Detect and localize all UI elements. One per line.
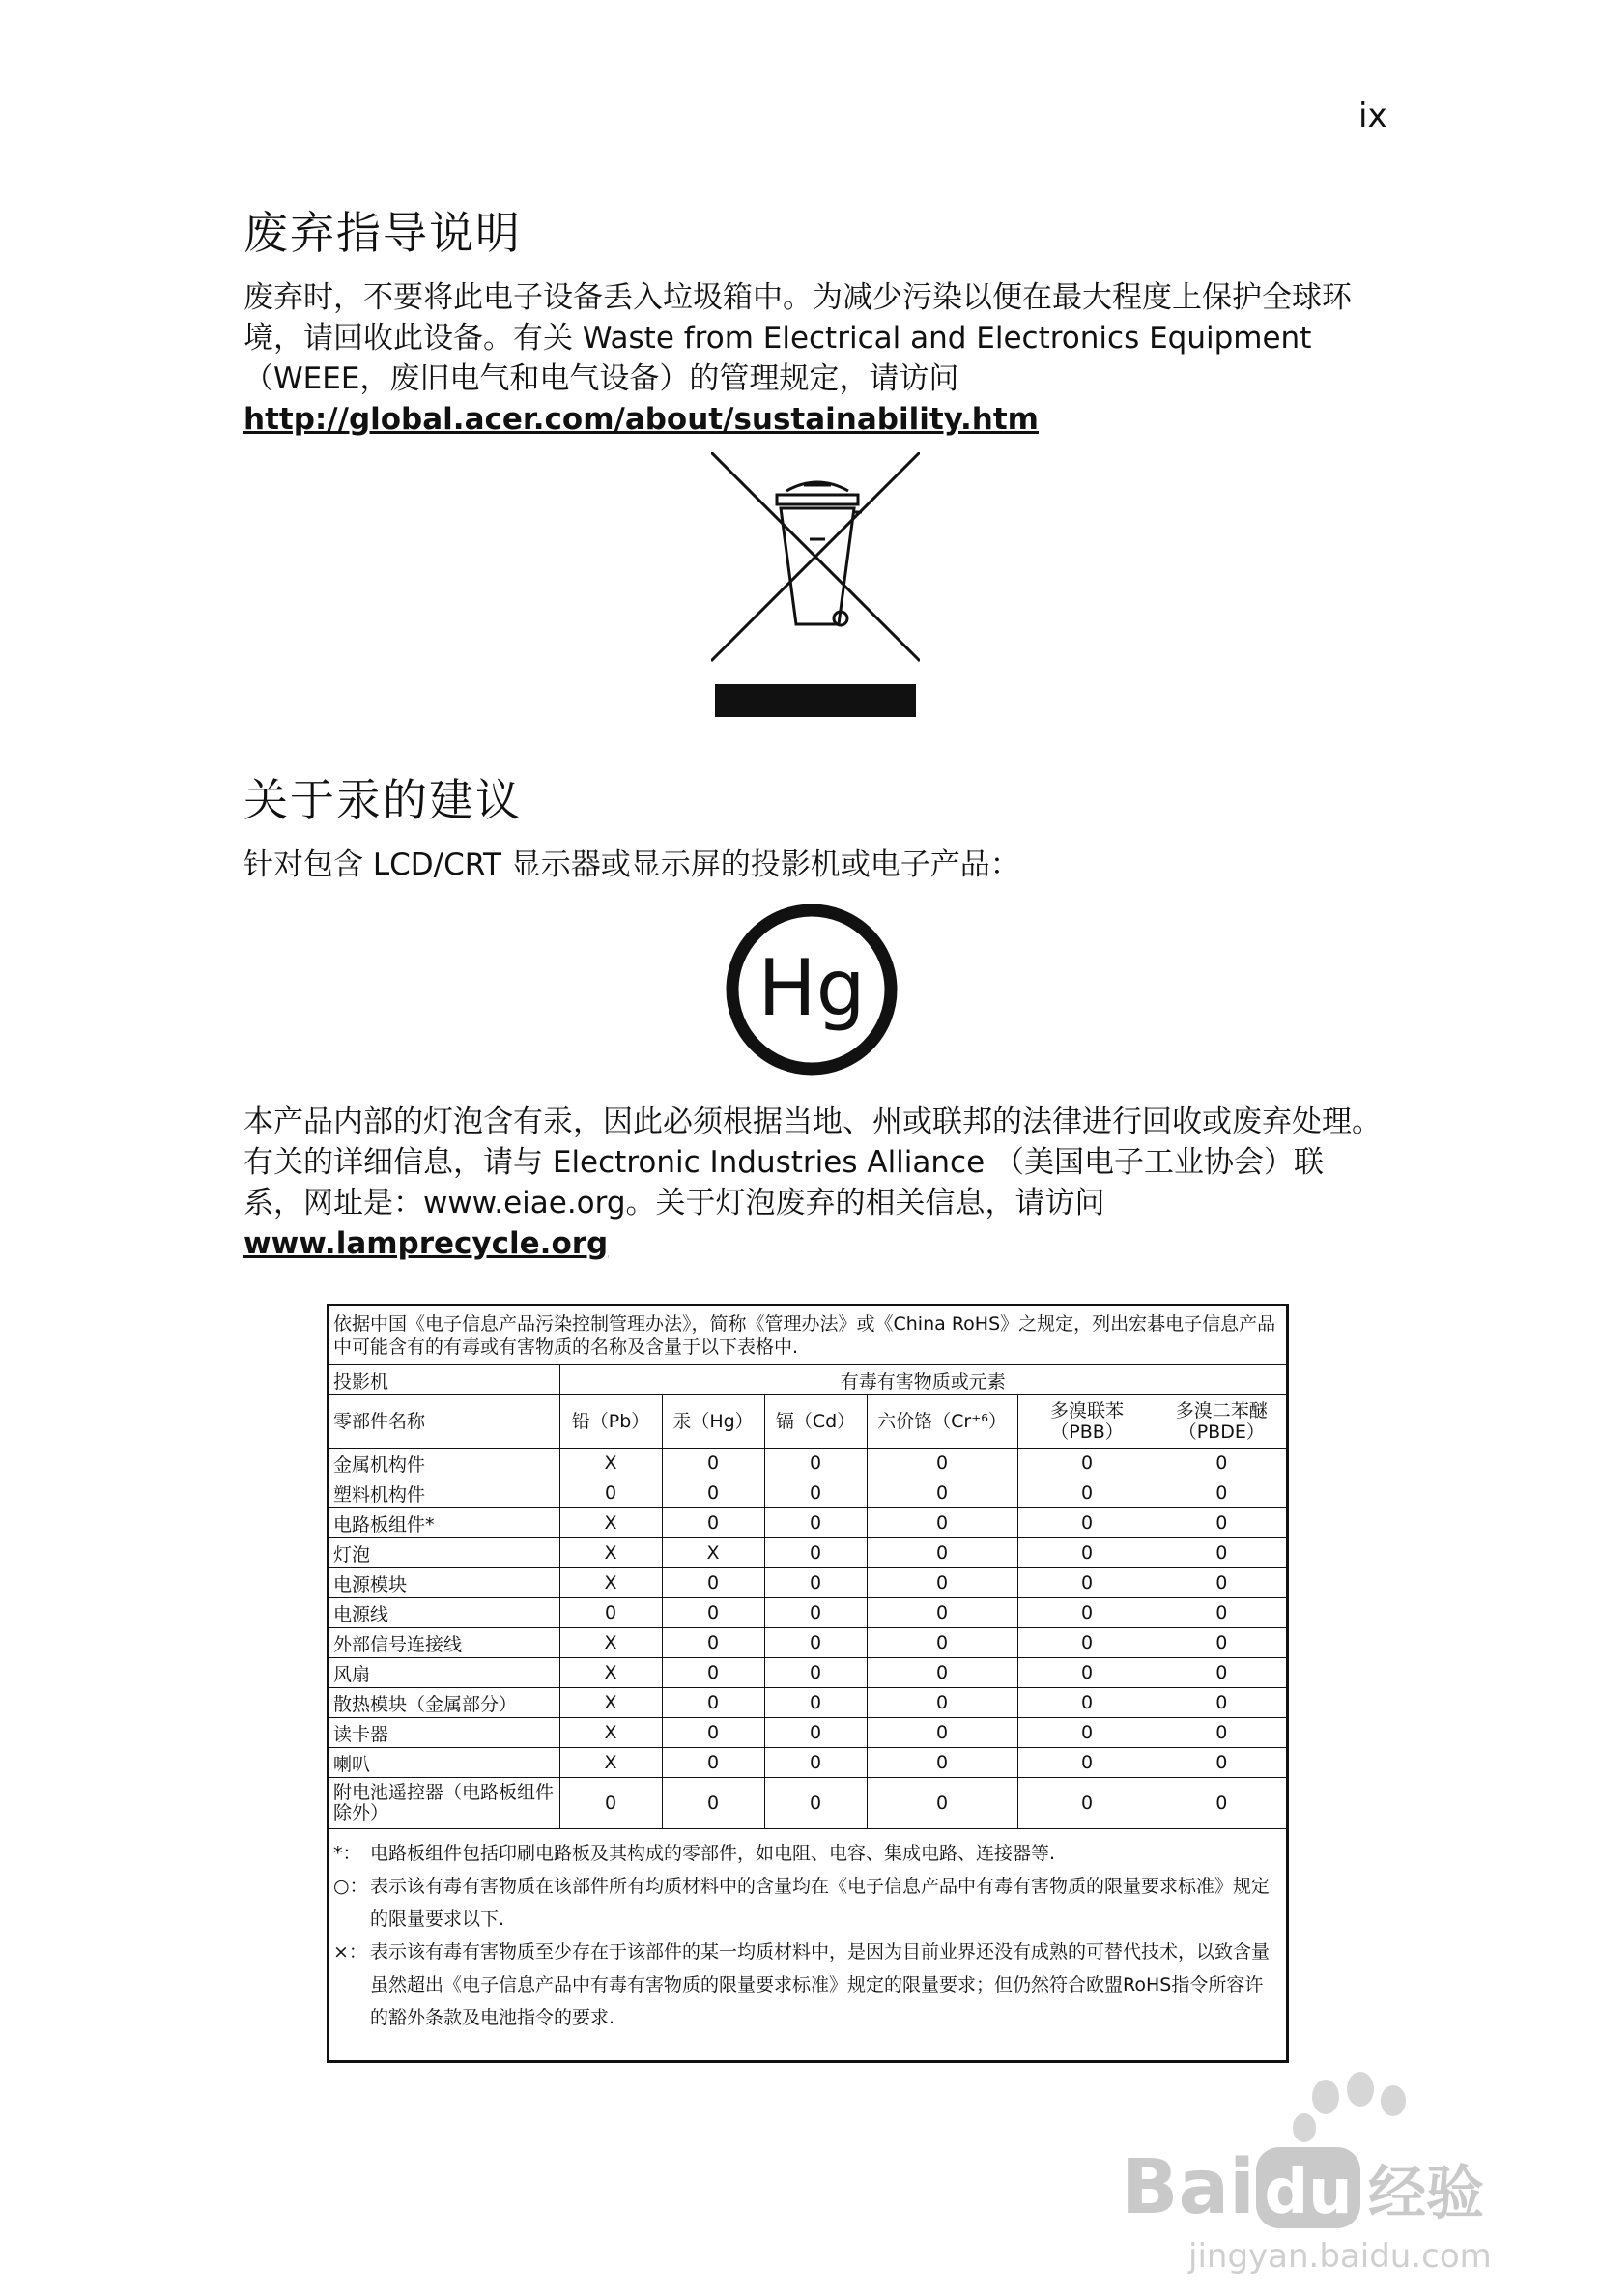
table-row (329, 1508, 1286, 1538)
substance-value-cell: 0 (1157, 1718, 1286, 1748)
substance-value-cell: 0 (764, 1718, 867, 1748)
part-name-cell: 附电池遥控器（电路板组件除外） (329, 1778, 559, 1829)
column-header-pb: 铅（Pb） (559, 1395, 662, 1449)
substance-value-cell: 0 (867, 1718, 1017, 1748)
part-name-cell: 灯泡 (329, 1538, 559, 1568)
substances-label: 有毒有害物质或元素 (559, 1365, 1286, 1395)
substance-value-cell: X (559, 1748, 662, 1778)
lamprecycle-link[interactable]: www.lamprecycle.org (243, 1226, 609, 1261)
weee-crossed-bin-icon (711, 452, 920, 719)
substance-value-cell: 0 (662, 1718, 764, 1748)
waste-section-body: 废弃时，不要将此电子设备丢入垃圾箱中。为减少污染以便在最大程度上保护全球环境，请回收此设备。有关 Waste from Electrical and Electronics Equipment （WEEE，废旧电气和电气设备）的管理规定，请访问 (243, 280, 1352, 396)
substance-value-cell: 0 (662, 1628, 764, 1658)
substance-value-cell: 0 (764, 1628, 867, 1658)
part-name-cell: 风扇 (329, 1658, 559, 1688)
baidu-jingyan-watermark (1111, 2068, 1498, 2290)
note-circle (333, 1870, 1278, 1936)
note-mark: ×： (333, 1941, 367, 1963)
substance-value-cell: 0 (1017, 1568, 1157, 1598)
substance-value-cell: 0 (867, 1658, 1017, 1688)
substance-value-cell: 0 (764, 1658, 867, 1688)
table-row (329, 1748, 1286, 1778)
substance-value-cell: 0 (867, 1568, 1017, 1598)
substance-value-cell: 0 (867, 1478, 1017, 1508)
substance-value-cell: 0 (1157, 1568, 1286, 1598)
part-name-cell: 电源线 (329, 1598, 559, 1628)
substance-value-cell: 0 (1157, 1598, 1286, 1628)
table-row (329, 1538, 1286, 1568)
product-label: 投影机 (329, 1365, 559, 1395)
table-row (329, 1718, 1286, 1748)
column-header-pbde: 多溴二苯醚（PBDE） (1157, 1395, 1286, 1449)
part-name-cell: 塑料机构件 (329, 1478, 559, 1508)
hg-symbol-text: Hg (757, 943, 866, 1033)
table-row (329, 1449, 1286, 1478)
note-mark: ○： (333, 1876, 368, 1897)
waste-section-text (243, 277, 1384, 440)
substance-value-cell: 0 (662, 1568, 764, 1598)
substance-value-cell: 0 (764, 1449, 867, 1478)
substance-value-cell: 0 (867, 1598, 1017, 1628)
substance-value-cell: X (559, 1628, 662, 1658)
substance-value-cell: X (559, 1538, 662, 1568)
table-row (329, 1598, 1286, 1628)
table-row (329, 1568, 1286, 1598)
substance-value-cell: 0 (764, 1508, 867, 1538)
substance-value-cell: 0 (662, 1688, 764, 1718)
substance-value-cell: 0 (1017, 1688, 1157, 1718)
substance-value-cell: 0 (662, 1449, 764, 1478)
part-name-cell: 喇叭 (329, 1748, 559, 1778)
substance-value-cell: 0 (1017, 1449, 1157, 1478)
substance-value-cell: 0 (1017, 1628, 1157, 1658)
substance-value-cell: 0 (1017, 1538, 1157, 1568)
substance-value-cell: 0 (1017, 1748, 1157, 1778)
mercury-section-text (243, 1102, 1384, 1264)
substance-value-cell: 0 (1157, 1478, 1286, 1508)
substance-value-cell: X (559, 1718, 662, 1748)
part-name-cell: 外部信号连接线 (329, 1628, 559, 1658)
table-row (329, 1658, 1286, 1688)
substance-value-cell: 0 (662, 1658, 764, 1688)
substance-value-cell: 0 (662, 1778, 764, 1829)
table-row (329, 1628, 1286, 1658)
substance-value-cell: 0 (1017, 1478, 1157, 1508)
rohs-table (329, 1306, 1286, 1829)
watermark-brand-bai: Bai (1121, 2144, 1255, 2231)
substance-value-cell: 0 (1017, 1718, 1157, 1748)
note-cross (333, 1936, 1278, 2034)
acer-sustainability-link[interactable]: http://global.acer.com/about/sustainability.htm (243, 402, 1039, 437)
part-name-cell: 电源模块 (329, 1568, 559, 1598)
page-number: ix (1358, 97, 1387, 135)
substance-value-cell: 0 (764, 1778, 867, 1829)
column-header-cd: 镉（Cd） (764, 1395, 867, 1449)
substance-value-cell: 0 (867, 1508, 1017, 1538)
substance-value-cell: 0 (1157, 1538, 1286, 1568)
substance-value-cell: 0 (1157, 1508, 1286, 1538)
substance-value-cell: 0 (1157, 1778, 1286, 1829)
substance-value-cell: 0 (1017, 1778, 1157, 1829)
part-name-cell: 读卡器 (329, 1718, 559, 1748)
substance-value-cell: 0 (559, 1478, 662, 1508)
column-header-pbb: 多溴联苯（PBB） (1017, 1395, 1157, 1449)
substance-value-cell: 0 (1157, 1688, 1286, 1718)
part-header: 零部件名称 (329, 1395, 559, 1449)
substance-value-cell: 0 (1157, 1628, 1286, 1658)
table-row (329, 1778, 1286, 1829)
substance-value-cell: 0 (662, 1598, 764, 1628)
watermark-brand-du: du (1264, 2157, 1353, 2228)
substance-value-cell: 0 (764, 1568, 867, 1598)
table-notes (329, 1829, 1286, 2034)
substance-value-cell: X (559, 1508, 662, 1538)
substance-value-cell: X (559, 1568, 662, 1598)
substance-value-cell: X (559, 1449, 662, 1478)
substance-value-cell: 0 (559, 1778, 662, 1829)
table-row (329, 1688, 1286, 1718)
part-name-cell: 金属机构件 (329, 1449, 559, 1478)
substance-value-cell: 0 (662, 1478, 764, 1508)
substance-value-cell: X (662, 1538, 764, 1568)
substance-value-cell: 0 (764, 1598, 867, 1628)
note-text: 电路板组件包括印刷电路板及其构成的零部件，如电阻、电容、集成电路、连接器等. (370, 1843, 1056, 1864)
substance-value-cell: 0 (662, 1508, 764, 1538)
column-header-hg: 汞（Hg） (662, 1395, 764, 1449)
substance-value-cell: 0 (867, 1628, 1017, 1658)
substance-value-cell: 0 (1017, 1508, 1157, 1538)
substance-value-cell: 0 (867, 1449, 1017, 1478)
table-row (329, 1478, 1286, 1508)
column-header-cr6: 六价铬（Cr⁺⁶） (867, 1395, 1017, 1449)
substance-value-cell: 0 (867, 1748, 1017, 1778)
substance-value-cell: 0 (764, 1538, 867, 1568)
paw-logo-icon (1293, 2072, 1406, 2142)
watermark-brand-jingyan: 经验 (1368, 2160, 1484, 2227)
mercury-section-body: 本产品内部的灯泡含有汞，因此必须根据当地、州或联邦的法律进行回收或废弃处理。有关的详细信息，请与 Electronic Industries Alliance （美国电子工业协会）联系，网址是：www.eiae.org。关于灯泡废弃的相关信息，请访问 (243, 1105, 1382, 1220)
substance-value-cell: 0 (1157, 1748, 1286, 1778)
part-name-cell: 电路板组件* (329, 1508, 559, 1538)
substance-value-cell: X (559, 1688, 662, 1718)
substance-value-cell: 0 (1157, 1449, 1286, 1478)
substance-value-cell: 0 (764, 1748, 867, 1778)
substance-value-cell: 0 (764, 1688, 867, 1718)
mercury-section-title: 关于汞的建议 (243, 774, 522, 826)
substance-value-cell: 0 (867, 1538, 1017, 1568)
note-text: 表示该有毒有害物质在该部件所有均质材料中的含量均在《电子信息产品中有毒有害物质的限量要求标准》规定的限量要求以下. (370, 1876, 1271, 1930)
substance-value-cell: 0 (559, 1598, 662, 1628)
note-text: 表示该有毒有害物质至少存在于该部件的某一均质材料中，是因为目前业界还没有成熟的可替代技术，以致含量虽然超出《电子信息产品中有毒有害物质的限量要求标准》规定的限量要求；但仍然符合欧盟RoHS指令所容许的豁外条款及电池指令的要求. (370, 1941, 1271, 2028)
substance-value-cell: 0 (1017, 1598, 1157, 1628)
substance-value-cell: 0 (867, 1688, 1017, 1718)
substance-value-cell: 0 (1017, 1658, 1157, 1688)
part-name-cell: 散热模块（金属部分） (329, 1688, 559, 1718)
rohs-table-container (327, 1304, 1289, 2063)
substance-value-cell: 0 (867, 1778, 1017, 1829)
watermark-url: jingyan.baidu.com (1188, 2237, 1492, 2276)
substance-value-cell: 0 (662, 1748, 764, 1778)
waste-section-title: 废弃指导说明 (243, 207, 522, 259)
note-asterisk (333, 1837, 1278, 1870)
note-mark: *： (333, 1843, 361, 1864)
table-intro: 依据中国《电子信息产品污染控制管理办法》，简称《管理办法》或《China RoHS》之规定，列出宏碁电子信息产品中可能含有的有毒或有害物质的名称及含量于以下表格中. (329, 1306, 1286, 1365)
substance-value-cell: X (559, 1658, 662, 1688)
substance-value-cell: 0 (764, 1478, 867, 1508)
substance-value-cell: 0 (1157, 1658, 1286, 1688)
mercury-hg-icon (725, 903, 899, 1076)
mercury-section-intro: 针对包含 LCD/CRT 显示器或显示屏的投影机或电子产品： (243, 847, 1020, 882)
